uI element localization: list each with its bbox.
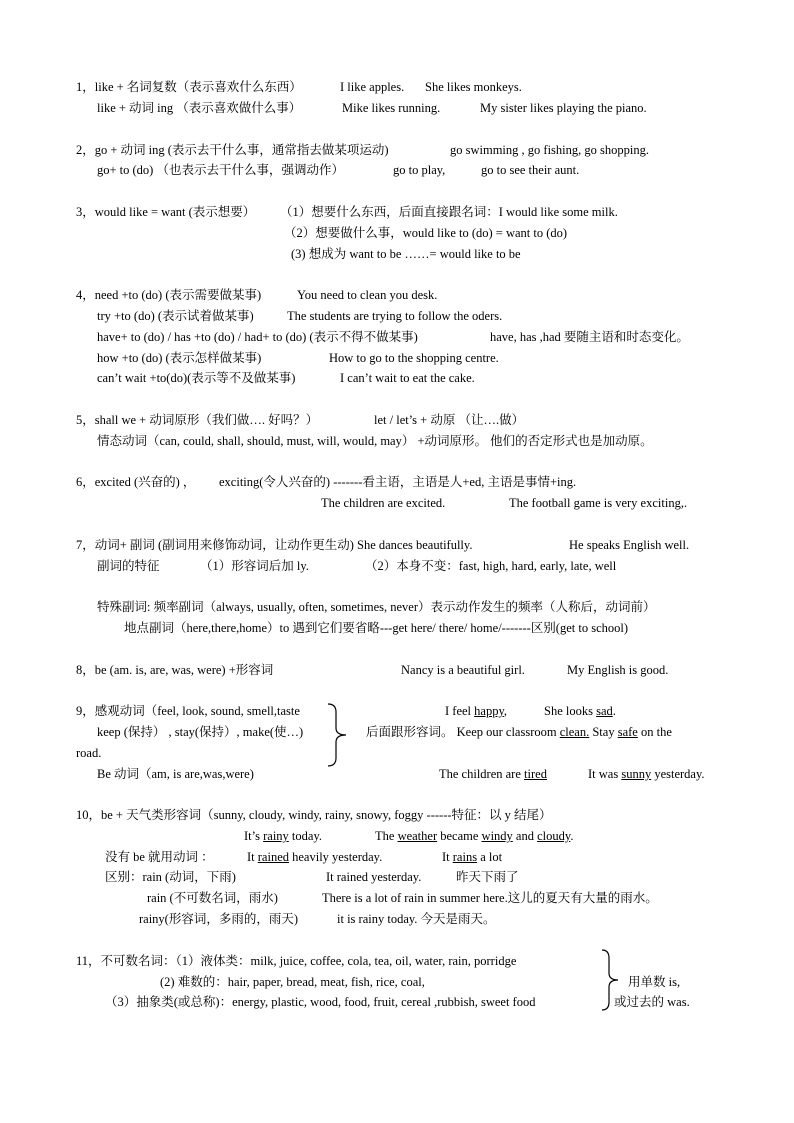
- s10-line3-ex2: It rains a lot: [442, 850, 503, 864]
- s9-line4-ex2: It was sunny yesterday.: [588, 767, 705, 781]
- s5-line1-rule2: let / let’s + 动原 （让….做）: [374, 413, 525, 427]
- s6-line1-b: exciting(令人兴奋的) -------看主语，主语是人+ed, 主语是事情+ing.: [219, 475, 577, 489]
- s11-line2: (2) 难数的：hair, paper, bread, meat, fish, rice, coal,: [160, 975, 425, 989]
- s10-line2-ex2: The weather became windy and cloudy.: [375, 829, 574, 843]
- s3-line3: (3) 想成为 want to be ……= would like to be: [291, 247, 521, 261]
- s2-line2-ex2: go to see their aunt.: [481, 163, 580, 177]
- s9-line1-ex2: She looks sad.: [544, 704, 616, 718]
- s1-line1-ex1: I like apples.: [340, 80, 405, 94]
- s4-line2-ex: The students are trying to follow the oders.: [287, 309, 503, 323]
- s10-line1: 10，be + 天气类形容词（sunny, cloudy, windy, rainy, snowy, foggy ------特征：以 y 结尾）: [76, 808, 552, 822]
- s4-line4-rule: how +to (do) (表示怎样做某事): [97, 351, 262, 365]
- s1-line1-ex2: She likes monkeys.: [425, 80, 522, 94]
- s1-line2-ex1: Mike likes running.: [342, 101, 441, 115]
- s1-line1-rule: 1，like + 名词复数（表示喜欢什么东西）: [76, 80, 302, 94]
- s2-line1-rule: 2，go + 动词 ing (表示去干什么事，通常指去做某项运动): [76, 143, 389, 157]
- s8-line1-rule: 8，be (am. is, are, was, were) +形容词: [76, 663, 274, 677]
- s10-line6-rule: rainy(形容词，多雨的，雨天): [139, 912, 299, 926]
- s2-line2-rule: go+ to (do) （也表示去干什么事，强调动作）: [97, 163, 344, 177]
- s11-note-line2: 或过去的 was.: [614, 995, 690, 1009]
- s11-line1: 11，不可数名词：（1）液体类：milk, juice, coffee, cola, tea, oil, water, rain, porridge: [76, 954, 517, 968]
- s8-line1-ex2: My English is good.: [567, 663, 669, 677]
- s6-line2-ex1: The children are excited.: [321, 496, 446, 510]
- s3-line2: （2）想要做什么事，would like to (do) = want to (do): [284, 226, 568, 240]
- s10-line5-ex: There is a lot of rain in summer here.这儿的夏天有大量的雨水。: [322, 891, 658, 905]
- s2-line1-ex: go swimming , go fishing, go shopping.: [450, 143, 649, 157]
- s9-line4-ex1: The children are tired: [439, 767, 547, 781]
- s7-line4: 地点副词（here,there,home）to 遇到它们要省略---get here/ there/ home/-------区别(get to school): [124, 621, 629, 635]
- s11-note-line1: 用单数 is,: [628, 975, 681, 989]
- s9-line2-rule: keep (保持） , stay(保持）, make(使…): [97, 725, 304, 739]
- s4-line5-ex: I can’t wait to eat the cake.: [340, 371, 475, 385]
- s6-line1-a: 6，excited (兴奋的) ，: [76, 475, 196, 489]
- s4-line4-ex: How to go to the shopping centre.: [329, 351, 499, 365]
- s7-line2-item2: （2）本身不变：fast, high, hard, early, late, well: [365, 559, 617, 573]
- s10-line3-rule: 没有 be 就用动词 ：: [105, 850, 214, 864]
- s4-line2-rule: try +to (do) (表示试着做某事): [97, 309, 254, 323]
- right-brace-icon: [326, 702, 350, 768]
- s5-line2: 情态动词（can, could, shall, should, must, will, would, may） +动词原形。 他们的否定形式也是加动原。: [97, 434, 653, 448]
- s9-line1-rule: 9，感观动词（feel, look, sound, smell,taste: [76, 704, 300, 718]
- s9-line4-rule: Be 动词（am, is are,was,were): [97, 767, 254, 781]
- s7-line3: 特殊副词: 频率副词（always, usually, often, sometimes, never）表示动作发生的频率（人称后，动词前）: [97, 600, 656, 614]
- s9-line3: road.: [76, 746, 102, 760]
- s8-line1-ex1: Nancy is a beautiful girl.: [401, 663, 525, 677]
- s4-line3-note: have, has ,had 要随主语和时态变化。: [490, 330, 689, 344]
- s3-line1-ex: （1）想要什么东西，后面直接跟名词：I would like some milk.: [280, 205, 618, 219]
- s4-line3-rule: have+ to (do) / has +to (do) / had+ to (do) (表示不得不做某事): [97, 330, 418, 344]
- s7-line1-ex2: He speaks English well.: [569, 538, 690, 552]
- s7-line1: 7，动词+ 副词 (副词用来修饰动词，让动作更生动) She dances beautifully.: [76, 538, 473, 552]
- s4-line1-rule: 4，need +to (do) (表示需要做某事): [76, 288, 262, 302]
- s1-line2-rule: like + 动词 ing （表示喜欢做什么事）: [97, 101, 302, 115]
- s10-line3-ex1: It rained heavily yesterday.: [247, 850, 383, 864]
- s11-line3: （3）抽象类(或总称)：energy, plastic, wood, food, fruit, cereal ,rubbish, sweet food: [105, 995, 536, 1009]
- s4-line1-ex: You need to clean you desk.: [297, 288, 438, 302]
- s10-line4-ex: It rained yesterday.: [326, 870, 422, 884]
- s2-line2-ex1: go to play,: [393, 163, 446, 177]
- s5-line1-rule: 5，shall we + 动词原形（我们做…. 好吗？）: [76, 413, 319, 427]
- s10-line5-rule: rain (不可数名词，雨水): [147, 891, 278, 905]
- s3-line1-rule: 3，would like = want (表示想要）: [76, 205, 256, 219]
- s1-line2-ex2: My sister likes playing the piano.: [480, 101, 647, 115]
- s9-line1-ex1: I feel happy,: [445, 704, 508, 718]
- s10-line2-ex1: It’s rainy today.: [244, 829, 323, 843]
- s7-line2-item1: （1）形容词后加 ly.: [200, 559, 309, 573]
- s7-line2-title: 副词的特征: [97, 559, 160, 573]
- s9-line2-note: 后面跟形容词。 Keep our classroom clean. Stay safe on the: [366, 725, 672, 739]
- s6-line2-ex2: The football game is very exciting,.: [509, 496, 688, 510]
- s10-line4-trans: 昨天下雨了: [456, 870, 519, 884]
- s10-line4-rule: 区别：rain (动词，下雨): [105, 870, 236, 884]
- s10-line6-ex: it is rainy today. 今天是雨天。: [337, 912, 496, 926]
- s4-line5-rule: can’t wait +to(do)(表示等不及做某事): [97, 371, 296, 385]
